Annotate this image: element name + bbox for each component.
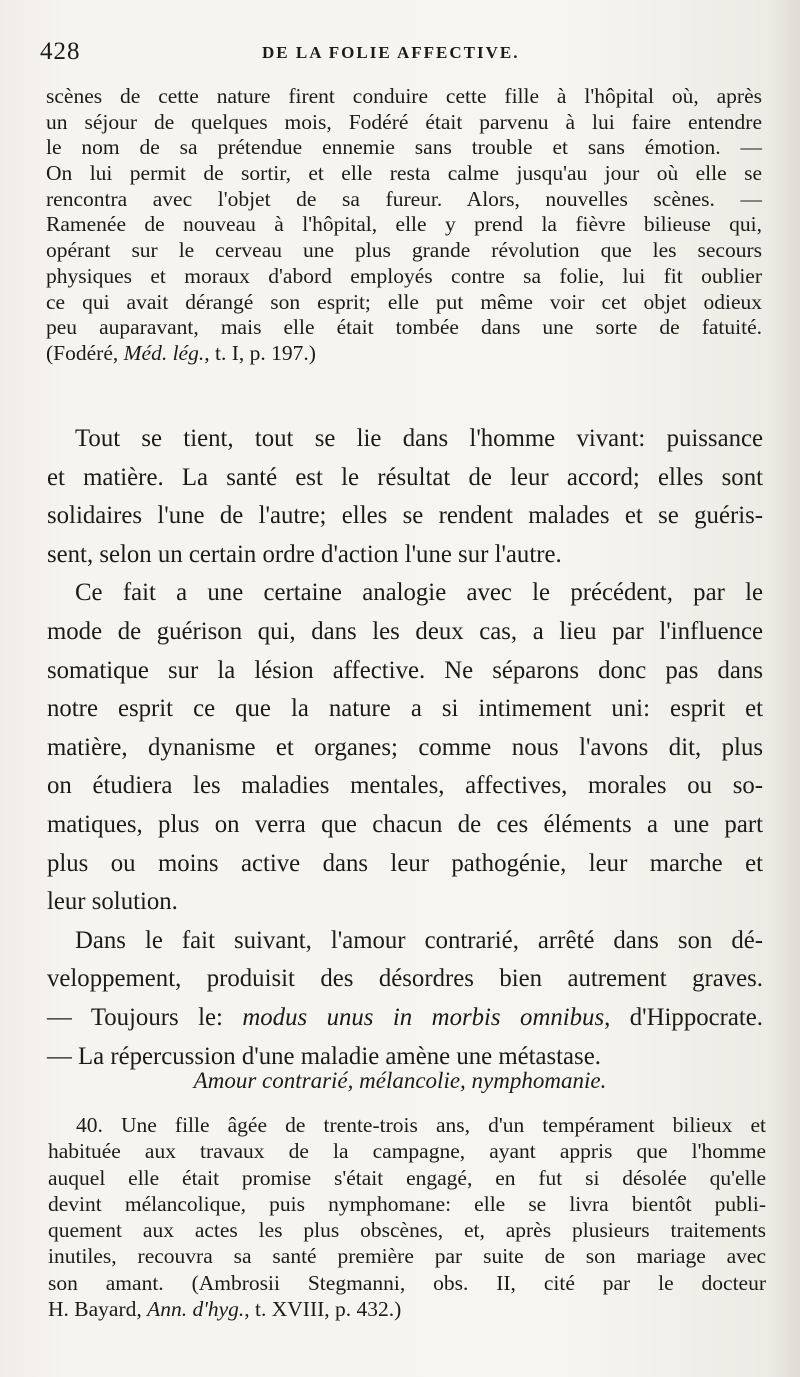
text-line: veloppement, produisit des désordres bien autrement graves. <box>47 965 763 993</box>
hippocrates-line <box>47 999 763 1038</box>
text-line: Ce fait a une certaine analogie avec le précédent, par le <box>75 579 763 607</box>
text-line: Dans le fait suivant, l'amour contrarié, arrêté dans son dé- <box>75 926 763 954</box>
page-header <box>40 38 770 68</box>
text-fragment: , d'Hippocrate. <box>604 1003 763 1031</box>
citation-author: (Fodéré, <box>46 340 124 365</box>
text-line: habituée aux travaux de la campagne, ayant appris que l'homme <box>48 1139 766 1164</box>
text-line: inutiles, recouvra sa santé première par suite de son mariage avec <box>48 1244 766 1269</box>
citation-line <box>46 341 762 367</box>
text-line: on étudiera les maladies mentales, affectives, morales ou so- <box>47 772 763 800</box>
text-fragment: — Toujours le: <box>47 1003 243 1031</box>
text-line: 40. Une fille âgée de trente-trois ans, d'un tempérament bilieux et <box>76 1113 766 1137</box>
text-line: Tout se tient, tout se lie dans l'homme vivant: puissance <box>75 425 763 452</box>
text-line: somatique sur la lésion affective. Ne séparons donc pas dans <box>47 656 763 684</box>
running-title: DE LA FOLIE AFFECTIVE. <box>262 43 520 62</box>
text-line: On lui permit de sortir, et elle resta calme jusqu'au jour où elle se <box>46 161 762 186</box>
text-line: ce qui avait dérangé son esprit; elle put même voir cet objet odieux <box>46 289 762 314</box>
citation-work: Méd. lég. <box>123 340 205 365</box>
page-number: 428 <box>40 38 81 65</box>
text-line: matiques, plus on verra que chacun de ces éléments a une part <box>47 810 763 838</box>
text-line: devint mélancolique, puis nymphomane: elle se livra bientôt publi- <box>48 1191 766 1216</box>
text-line: leur solution. <box>47 888 178 916</box>
citation-reference: , t. XVIII, p. 432.) <box>244 1297 402 1322</box>
latin-quote: modus unus in morbis omnibus <box>242 1003 605 1031</box>
text-line: opérant sur le cerveau une plus grande révolution que les secours <box>46 238 762 263</box>
text-line: solidaires l'une de l'autre; elles se rendent malades et se guéris- <box>47 502 763 530</box>
citation-reference: , t. I, p. 197.) <box>204 340 316 365</box>
text-line: sent, selon un certain ordre d'action l'une sur l'autre. <box>47 540 562 568</box>
main-text <box>47 420 763 1076</box>
text-line: mode de guérison qui, dans les deux cas, a lieu par l'influence <box>47 617 763 645</box>
text-line: Ramenée de nouveau à l'hôpital, elle y prend la fièvre bilieuse qui, <box>46 212 762 237</box>
citation-work: Ann. d'hyg. <box>147 1297 245 1322</box>
text-line: et matière. La santé est le résultat de leur accord; elles sont <box>47 463 763 491</box>
citation-author: H. Bayard, <box>48 1297 148 1322</box>
text-line: le nom de sa prétendue ennemie sans trouble et sans émotion. — <box>46 135 762 160</box>
text-line: un séjour de quelques mois, Fodéré était parvenu à lui faire entendre <box>46 109 762 134</box>
observation-40 <box>48 1112 766 1322</box>
quoted-observation-continuation <box>46 84 762 367</box>
section-heading: Amour contrarié, mélancolie, nymphomanie. <box>193 1068 607 1093</box>
text-line: — La répercussion d'une maladie amène une métastase. <box>47 1042 601 1070</box>
text-line: son amant. (Ambrosii Stegmanni, obs. II, cité par le docteur <box>48 1270 766 1295</box>
text-line: peu auparavant, mais elle était tombée dans une sorte de fatuité. <box>46 315 762 340</box>
text-line: quement aux actes les plus obscènes, et, après plusieurs traitements <box>48 1218 766 1243</box>
text-line: scènes de cette nature firent conduire cette fille à l'hôpital où, après <box>46 84 762 108</box>
text-line: physiques et moraux d'abord employés contre sa folie, lui fit oublier <box>46 263 762 288</box>
text-line: auquel elle était promise s'était engagé, en fut si désolée qu'elle <box>48 1165 766 1190</box>
text-line: plus ou moins active dans leur pathogénie, leur marche et <box>47 849 763 877</box>
text-line: notre esprit ce que la nature a si intimement uni: esprit et <box>47 695 763 723</box>
citation-line <box>48 1296 766 1322</box>
text-line: rencontra avec l'objet de sa fureur. Alors, nouvelles scènes. — <box>46 186 762 211</box>
text-line: matière, dynanisme et organes; comme nous l'avons dit, plus <box>47 733 763 761</box>
